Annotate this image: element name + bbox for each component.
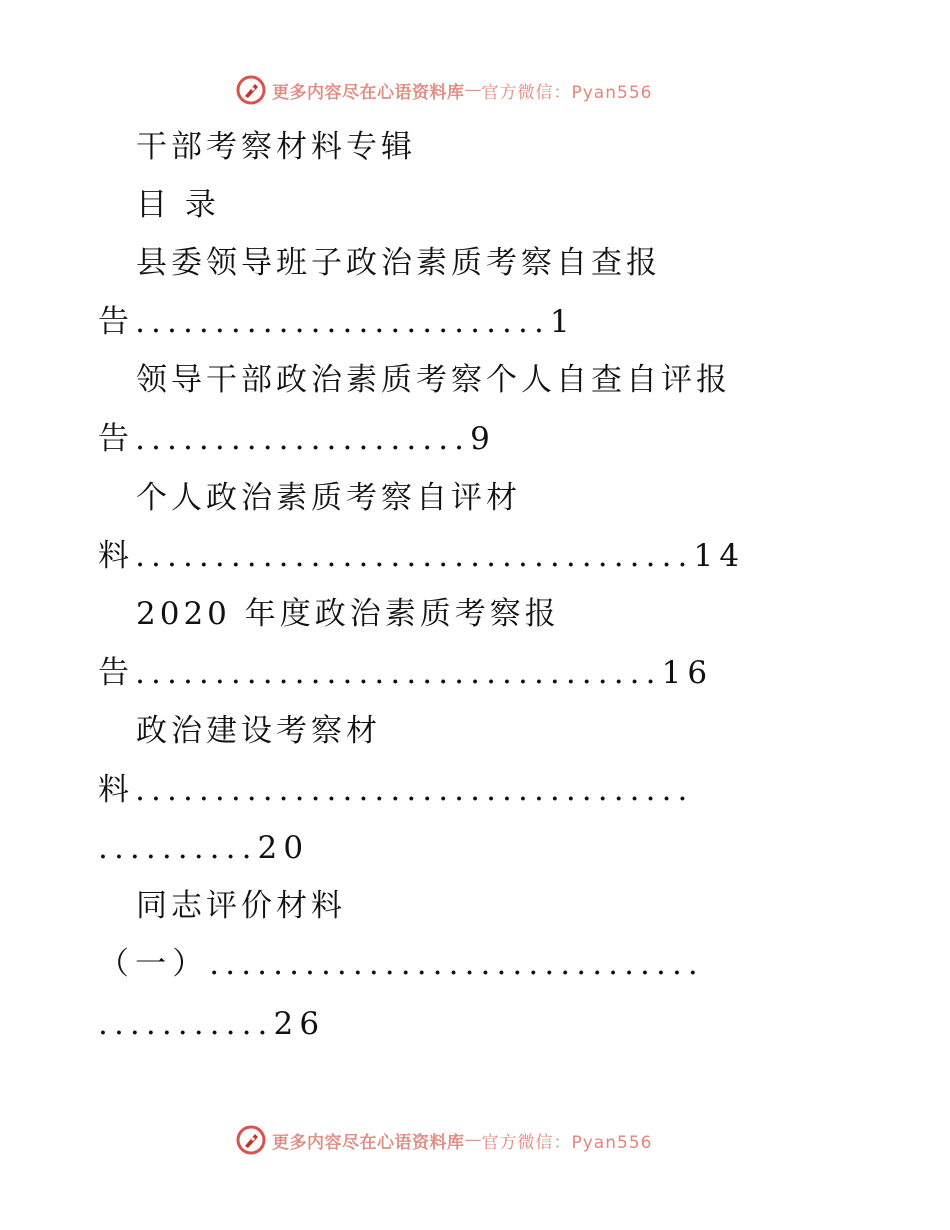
toc-entry-4-page-line: 告.................................16	[98, 655, 714, 691]
watermark-separator: —	[464, 1130, 482, 1150]
watermark-footer	[236, 1122, 652, 1158]
toc-entry-5-page-line: 料...................................	[98, 772, 694, 808]
toc-entry-4-title: 2020 年度政治素质考察报	[136, 596, 560, 632]
toc-entry-3-title: 个人政治素质考察自评材	[136, 480, 521, 516]
toc-entry-5-page-line-2: ..........20	[98, 830, 310, 866]
toc-entry-6-page-line-2: ...........26	[98, 1006, 326, 1042]
watermark-contact: 官方微信：Pyan556	[481, 82, 653, 103]
toc-entry-1-page-line: 告..........................1	[98, 304, 576, 340]
watermark-brand: 更多内容尽在心语资料库	[272, 82, 465, 103]
toc-entry-6-page-line: （一）...............................	[98, 946, 704, 982]
toc-entry-6-title: 同志评价材料	[136, 888, 346, 924]
pen-nib-logo-icon	[236, 1125, 266, 1155]
toc-entry-1-title: 县委领导班子政治素质考察自查报	[136, 245, 661, 281]
watermark-header	[236, 72, 652, 108]
toc-entry-5-title: 政治建设考察材	[136, 713, 381, 749]
document-title: 干部考察材料专辑	[136, 129, 416, 165]
toc-entry-2-title: 领导干部政治素质考察个人自查自评报	[136, 362, 731, 398]
watermark-contact: 官方微信：Pyan556	[481, 1132, 653, 1153]
toc-entry-3-page-line: 料...................................14	[98, 538, 746, 574]
pen-nib-logo-icon	[236, 75, 266, 105]
toc-heading: 目 录	[136, 187, 220, 223]
watermark-brand: 更多内容尽在心语资料库	[272, 1132, 465, 1153]
toc-entry-2-page-line: 告.....................9	[98, 421, 496, 457]
watermark-separator: —	[464, 80, 482, 100]
